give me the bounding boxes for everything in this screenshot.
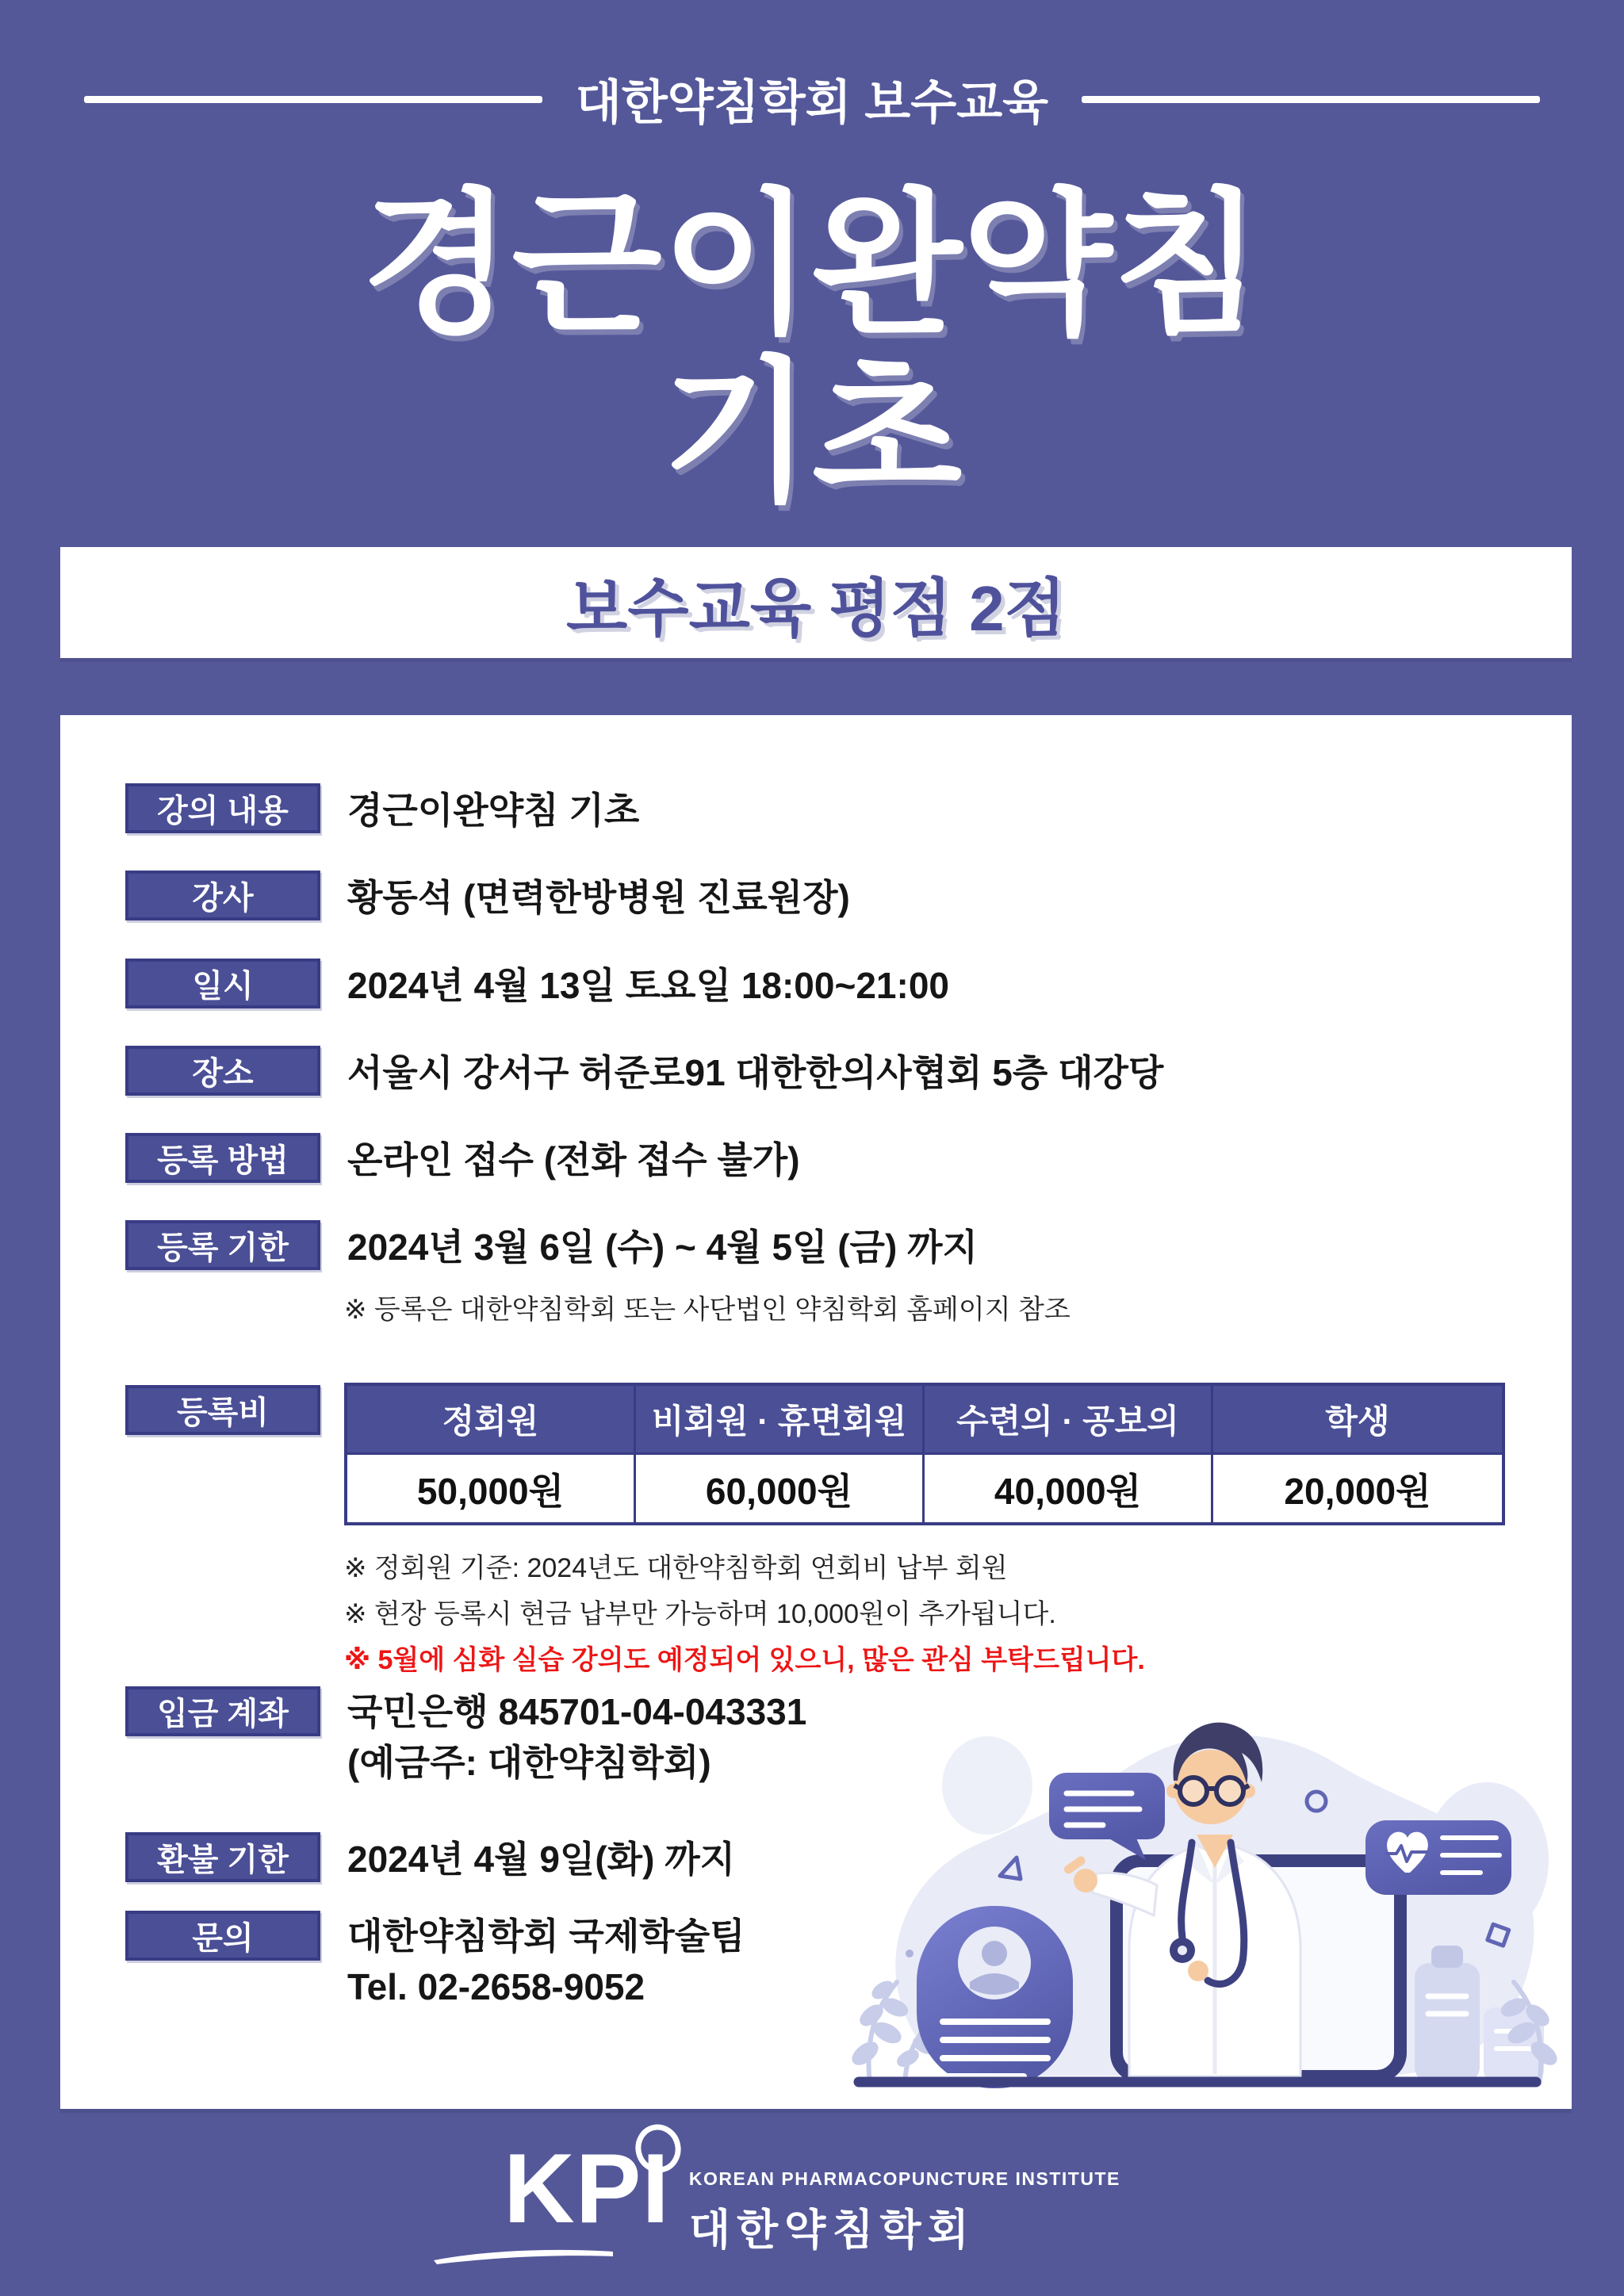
fee-value: 60,000원 <box>636 1455 925 1522</box>
doctor-illustration <box>824 1701 1565 2098</box>
info-row-place <box>125 1045 1163 1096</box>
main-title-line2: 기초 <box>661 345 963 519</box>
doctor-hand <box>1074 1869 1097 1892</box>
fee-value: 20,000원 <box>1213 1455 1502 1522</box>
fee-col-header: 비회원 · 휴면회원 <box>636 1386 925 1455</box>
footer <box>0 2134 1624 2257</box>
info-value: 경근이완약침 기초 <box>347 790 640 831</box>
fee-value: 50,000원 <box>347 1455 636 1522</box>
header-left-line <box>84 96 542 103</box>
info-row-method <box>125 1132 800 1183</box>
health-card-icon <box>1365 1820 1511 1895</box>
main-title-line1: 경근이완약침 <box>361 178 1263 351</box>
kpi-brush-underline-icon <box>432 2244 615 2265</box>
profile-card <box>917 1906 1073 2088</box>
info-row-instructor <box>125 870 850 920</box>
info-row-contact <box>125 1911 745 2007</box>
header <box>0 65 1624 133</box>
registration-note: ※ 등록은 대한약침학회 또는 사단법인 약침학회 홈페이지 참조 <box>344 1295 1071 1325</box>
info-row-fee <box>125 1384 320 1435</box>
contact-line2: Tel. 02-2658-9052 <box>347 1966 645 2007</box>
account-line2: (예금주: 대한약침학회) <box>347 1742 711 1783</box>
label-badge: 등록 방법 <box>125 1133 320 1183</box>
footer-org <box>689 2143 1120 2257</box>
info-value: 황동석 (면력한방병원 진료원장) <box>347 877 850 918</box>
main-title <box>0 178 1624 519</box>
label-badge: 강의 내용 <box>125 783 320 833</box>
contact-line1: 대한약침학회 국제학술팀 <box>347 1915 745 1957</box>
label-badge: 등록 기한 <box>125 1220 320 1270</box>
header-right-line <box>1082 96 1540 103</box>
fee-table <box>344 1383 1505 1525</box>
kpi-logo-text: KPI <box>504 2134 670 2244</box>
info-value: 2024년 3월 6일 (수) ~ 4월 5일 (금) 까지 <box>347 1226 978 1268</box>
info-row-account <box>125 1686 807 1783</box>
info-row-datetime <box>125 958 949 1008</box>
fee-note: ※ 정회원 기준: 2024년도 대한약침학회 연회비 납부 회원 <box>344 1553 1008 1583</box>
info-row-lecture <box>125 783 639 833</box>
fee-col-header: 정회원 <box>347 1386 636 1455</box>
fee-col-header: 학생 <box>1213 1386 1502 1455</box>
info-row-deadline <box>125 1219 978 1270</box>
contact-value <box>347 1911 745 2012</box>
account-value <box>347 1686 806 1788</box>
content-card <box>60 715 1572 2109</box>
label-badge: 입금 계좌 <box>125 1686 320 1736</box>
doctor-hand-right <box>1188 1961 1208 1981</box>
fee-value: 40,000원 <box>925 1455 1213 1522</box>
info-row-refund <box>125 1831 735 1882</box>
label-badge: 등록비 <box>125 1385 320 1435</box>
fee-col-header: 수련의 · 공보의 <box>925 1386 1213 1455</box>
info-value: 온라인 접수 (전화 접수 불가) <box>347 1139 800 1181</box>
fee-highlight-note: ※ 5월에 심화 실습 강의도 예정되어 있으니, 많은 관심 부탁드립니다. <box>344 1645 1145 1675</box>
refund-value: 2024년 4월 9일(화) 까지 <box>347 1839 736 1880</box>
score-band <box>60 547 1572 658</box>
header-subtitle: 대한약침학회 보수교육 <box>575 76 1049 129</box>
footer-org-en: KOREAN PHARMACOPUNCTURE INSTITUTE <box>688 2168 1120 2189</box>
kpi-logo <box>504 2134 670 2257</box>
fee-note: ※ 현장 등록시 현금 납부만 가능하며 10,000원이 추가됩니다. <box>344 1599 1056 1629</box>
account-line1: 국민은행 845701-04-043331 <box>347 1691 807 1732</box>
label-badge: 문의 <box>125 1911 320 1961</box>
background-blob-small <box>942 1736 1032 1835</box>
label-badge: 강사 <box>125 871 320 920</box>
kpi-brush-circle-icon <box>634 2124 683 2173</box>
label-badge: 환불 기한 <box>125 1832 320 1882</box>
footer-org-kr: 대한약침학회 <box>688 2206 975 2254</box>
info-value: 2024년 4월 13일 토요일 18:00~21:00 <box>347 965 949 1006</box>
info-value: 서울시 강서구 허준로91 대한한의사협회 5층 대강당 <box>347 1052 1164 1093</box>
score-band-text: 보수교육 평점 2점 <box>566 572 1066 644</box>
label-badge: 장소 <box>125 1046 320 1096</box>
label-badge: 일시 <box>125 959 320 1008</box>
